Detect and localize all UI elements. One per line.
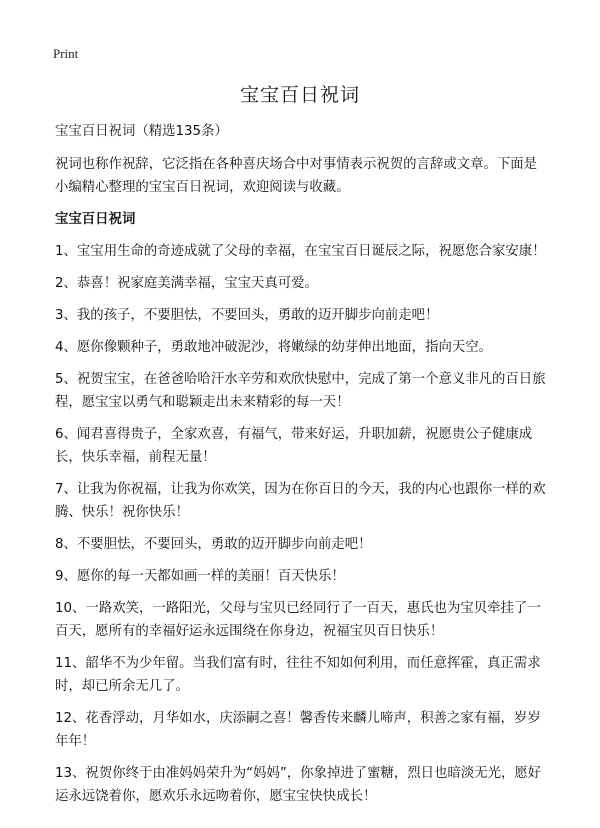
page-title: 宝宝百日祝词	[239, 84, 360, 106]
wish-item: 7、让我为你祝福，让我为你欢笑，因为在你百日的今天，我的内心也跟你一样的欢腾、快乐！祝你快乐！	[55, 482, 546, 520]
wish-item: 6、闻君喜得贵子，全家欢喜，有福气，带来好运，升职加薪，祝愿贵公子健康成长，快乐幸福，前程无量！	[55, 427, 533, 465]
wish-item: 4、愿你像颗种子，勇敢地冲破泥沙，将嫩绿的幼芽伸出地面，指向天空。	[55, 340, 493, 355]
wish-item: 3、我的孩子，不要胆怯，不要回头，勇敢的迈开脚步向前走吧！	[55, 308, 439, 323]
wish-item: 10、一路欢笑，一路阳光，父母与宝贝已经同行了一百天，惠氏也为宝贝牵挂了一百天，愿所有的幸福好运永远围绕在你身边，祝福宝贝百日快乐！	[55, 601, 541, 639]
document-subtitle: 宝宝百日祝词（精选135条）	[55, 124, 228, 139]
print-link[interactable]: Print	[53, 46, 79, 61]
wish-item: 13、祝贺你终于由准妈妈荣升为“妈妈”，你象掉进了蜜糖，烈日也暗淡无光，愿好运永远饶着你，愿欢乐永远吻着你，愿宝宝快快成长！	[55, 766, 542, 804]
wish-item: 1、宝宝用生命的奇迹成就了父母的幸福，在宝宝百日诞辰之际，祝愿您合家安康！	[55, 244, 546, 259]
wish-item: 11、韶华不为少年留。当我们富有时，往往不知如何利用，而任意挥霍，真正需求时，却已所余无几了。	[55, 656, 541, 694]
wish-item: 8、不要胆怯，不要回头，勇敢的迈开脚步向前走吧！	[55, 537, 372, 552]
wish-item: 2、恭喜！祝家庭美满幸福，宝宝天真可爱。	[55, 276, 318, 291]
document-body	[55, 120, 550, 817]
wish-item: 9、愿你的每一天都如画一样的美丽！百天快乐！	[55, 569, 345, 584]
wishes-list	[55, 240, 550, 808]
section-heading: 宝宝百日祝词	[55, 212, 136, 227]
wish-item: 5、祝贺宝宝，在爸爸哈哈汗水辛劳和欢欣快慰中，完成了第一个意义非凡的百日旅程，愿宝宝以勇气和聪颖走出未来精彩的每一天！	[55, 372, 546, 410]
wish-item: 12、花香浮动，月华如水，庆添嗣之喜！馨香传来麟儿啼声，积善之家有福，岁岁年年！	[55, 711, 541, 749]
intro-paragraph: 祝词也称作祝辞，它泛指在各种喜庆场合中对事情表示祝贺的言辞或文章。下面是小编精心整理的宝宝百日祝词，欢迎阅读与收藏。	[55, 157, 538, 195]
